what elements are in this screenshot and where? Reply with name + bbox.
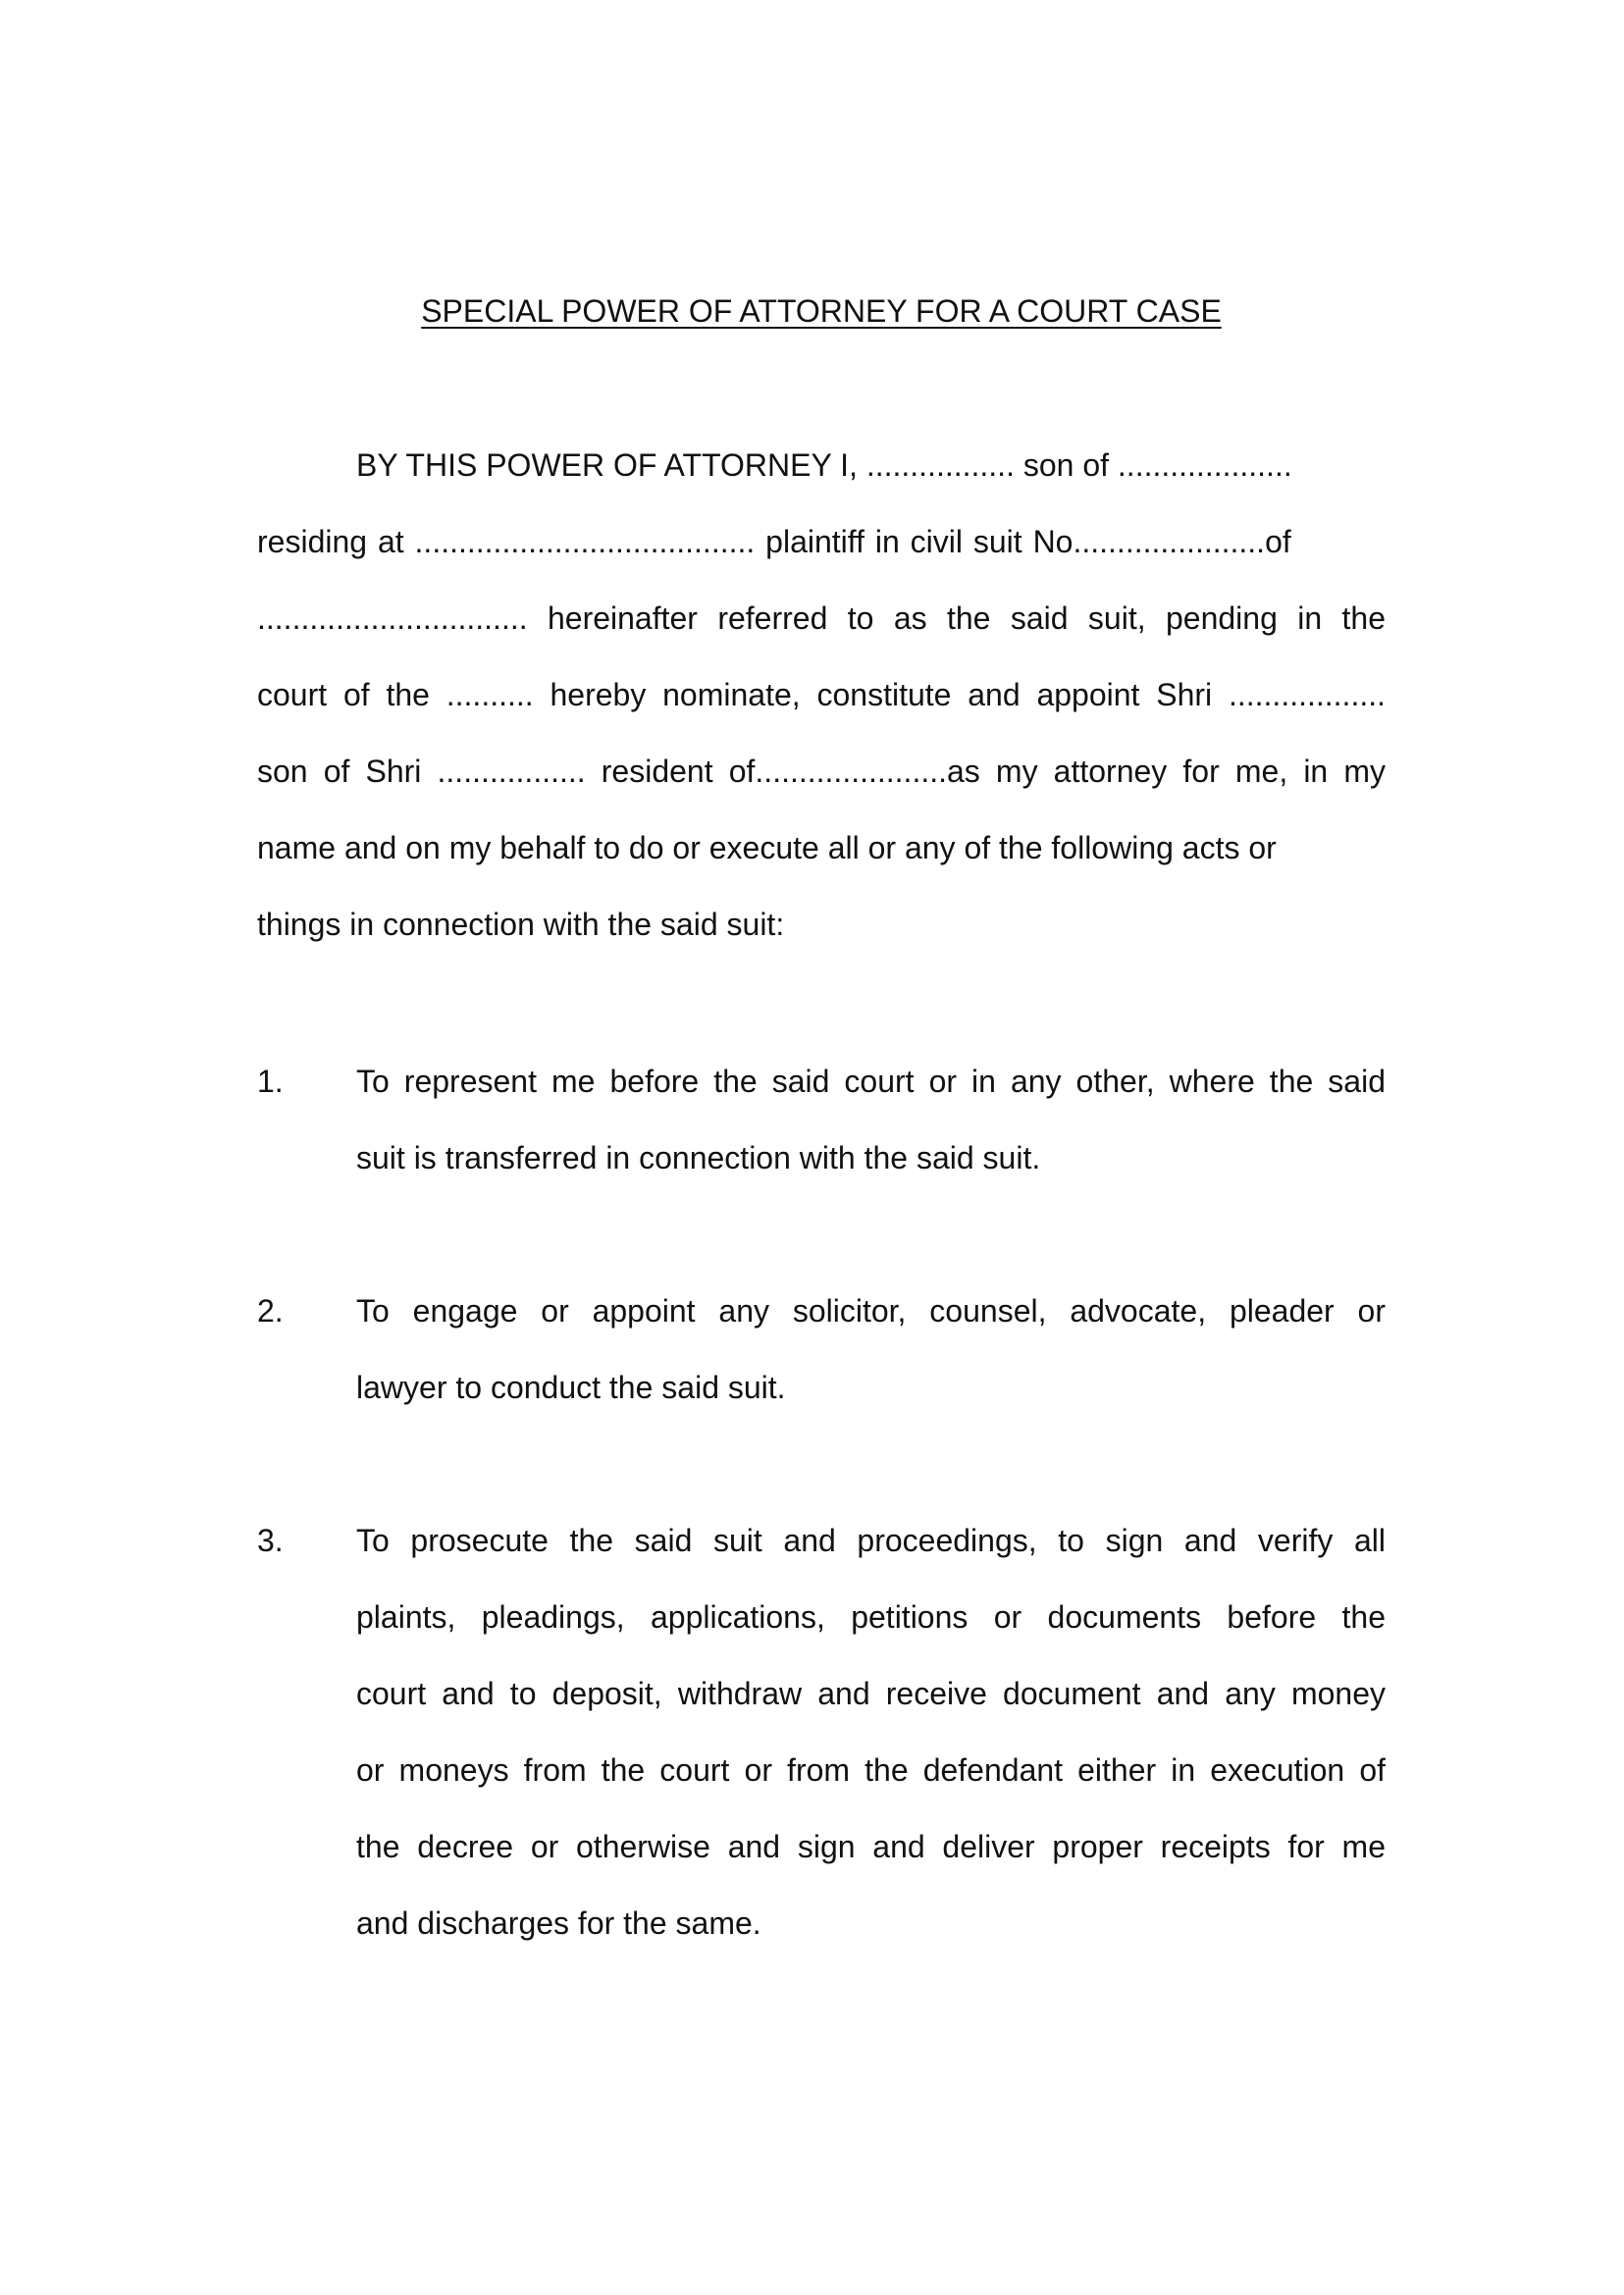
- item-line: plaints, pleadings, applications, petitions or documents before the: [356, 1599, 1386, 1635]
- item-line: To represent me before the said court or in any other, where the said: [356, 1064, 1386, 1099]
- intro-line: BY THIS POWER OF ATTORNEY I, ................. son of ....................: [356, 447, 1292, 483]
- item-line: To engage or appoint any solicitor, counsel, advocate, pleader or: [356, 1293, 1386, 1329]
- intro-line: things in connection with the said suit:: [257, 907, 785, 942]
- item-number: 3.: [257, 1523, 284, 1558]
- item-line: To prosecute the said suit and proceedings, to sign and verify all: [356, 1523, 1386, 1558]
- item-number: 1.: [257, 1064, 284, 1099]
- intro-line: ............................... hereinafter referred to as the said suit, pending in the: [257, 600, 1386, 636]
- item-line: lawyer to conduct the said suit.: [356, 1370, 786, 1405]
- document-title-text: SPECIAL POWER OF ATTORNEY FOR A COURT CASE: [421, 293, 1222, 329]
- item-line: or moneys from the court or from the defendant either in execution of: [356, 1752, 1386, 1788]
- item-number: 2.: [257, 1293, 284, 1329]
- item-line: suit is transferred in connection with the said suit.: [356, 1140, 1041, 1175]
- item-line: and discharges for the same.: [356, 1905, 761, 1941]
- intro-line: name and on my behalf to do or execute all or any of the following acts or: [257, 830, 1277, 865]
- item-line: the decree or otherwise and sign and deliver proper receipts for me: [356, 1829, 1386, 1864]
- item-line: court and to deposit, withdraw and receive document and any money: [356, 1676, 1386, 1711]
- document-title: [257, 273, 1386, 349]
- intro-line: residing at ....................................... plaintiff in civil suit No......................of: [257, 524, 1291, 559]
- intro-line: court of the .......... hereby nominate, constitute and appoint Shri ..................: [257, 677, 1386, 712]
- intro-line: son of Shri ................. resident of......................as my attorney for me, in my: [257, 754, 1386, 789]
